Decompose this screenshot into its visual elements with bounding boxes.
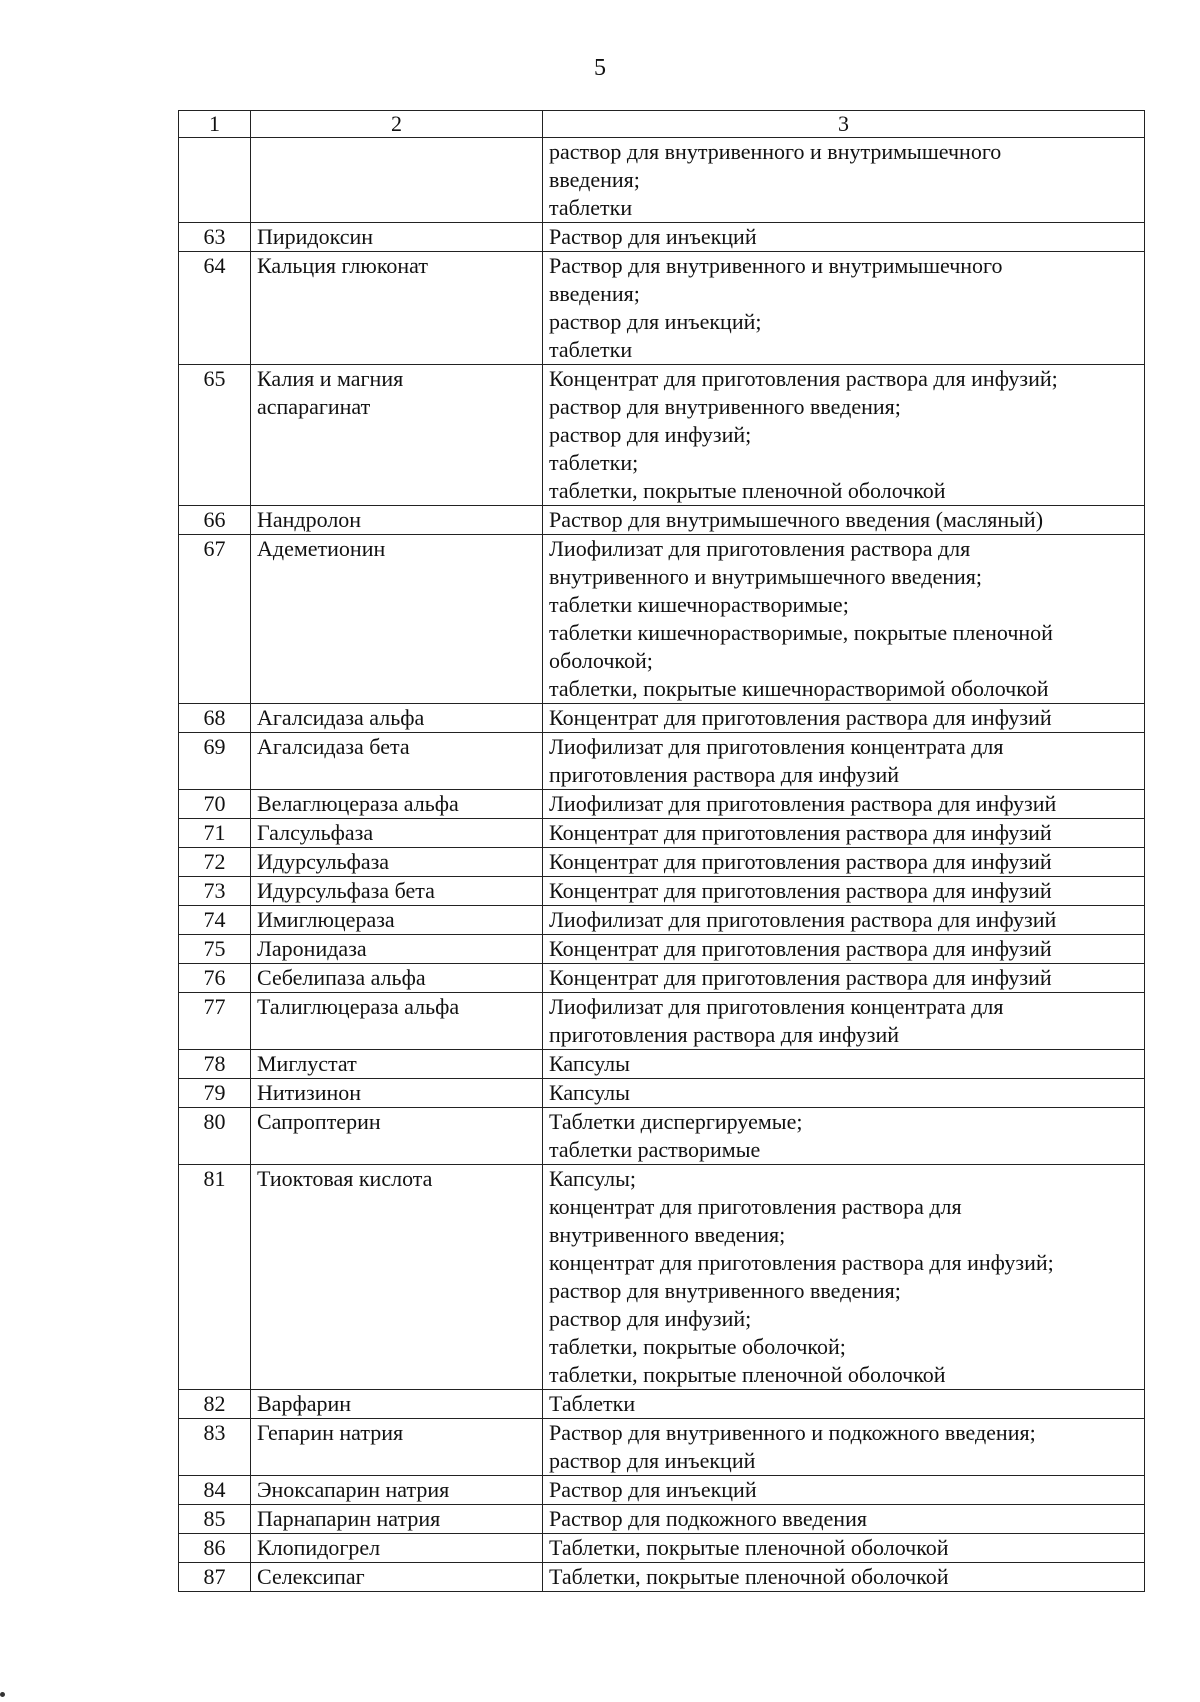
drug-table [178, 110, 1145, 1592]
table-row [179, 1050, 1145, 1079]
drug-name-cell [251, 848, 543, 877]
dosage-form-cell [543, 993, 1145, 1050]
dosage-form-line: раствор для инъекций [549, 1448, 756, 1473]
dosage-form-cell [543, 1534, 1145, 1563]
dosage-form-cell [543, 1476, 1145, 1505]
dosage-form-line: Концентрат для приготовления раствора для инфузий [549, 936, 1052, 961]
table-row [179, 935, 1145, 964]
dosage-form-line: Раствор для внутривенного и внутримышечного [549, 253, 1003, 278]
row-number: 83 [179, 1419, 251, 1476]
dosage-form-line: таблетки; [549, 450, 639, 475]
drug-name-cell [251, 1563, 543, 1592]
row-number: 82 [179, 1390, 251, 1419]
row-number: 66 [179, 506, 251, 535]
row-number: 64 [179, 252, 251, 365]
dosage-form-cell [543, 138, 1145, 223]
row-number: 71 [179, 819, 251, 848]
drug-name-line: Сапроптерин [257, 1109, 381, 1134]
table-row [179, 704, 1145, 733]
drug-name-line: Идурсульфаза бета [257, 878, 435, 903]
table-header-row [179, 111, 1145, 138]
dosage-form-cell [543, 704, 1145, 733]
drug-name-cell [251, 1390, 543, 1419]
drug-name-line: Велаглюцераза альфа [257, 791, 459, 816]
table-row [179, 819, 1145, 848]
drug-name-cell [251, 906, 543, 935]
dosage-form-line: Капсулы; [549, 1166, 637, 1191]
drug-name-cell [251, 819, 543, 848]
dosage-form-line: раствор для внутривенного и внутримышечного [549, 139, 1002, 164]
table-row [179, 877, 1145, 906]
dosage-form-line: Лиофилизат для приготовления раствора для инфузий [549, 791, 1057, 816]
drug-name-cell [251, 877, 543, 906]
drug-name-cell [251, 138, 543, 223]
drug-name-line: Миглустат [257, 1051, 357, 1076]
page-number: 5 [594, 55, 606, 81]
drug-name-line: Нитизинон [257, 1080, 362, 1105]
dosage-form-cell [543, 819, 1145, 848]
drug-name-line: Тиоктовая кислота [257, 1166, 433, 1191]
dosage-form-line: приготовления раствора для инфузий [549, 1022, 899, 1047]
table-row [179, 790, 1145, 819]
dosage-form-line: концентрат для приготовления раствора для инфузий; [549, 1250, 1054, 1275]
table-row [179, 506, 1145, 535]
dosage-form-cell [543, 1390, 1145, 1419]
dosage-form-cell [543, 1419, 1145, 1476]
dosage-form-line: таблетки [549, 195, 633, 220]
dosage-form-line: Концентрат для приготовления раствора для инфузий [549, 849, 1052, 874]
column-header-number: 1 [179, 111, 251, 138]
table-row [179, 1108, 1145, 1165]
dosage-form-line: Лиофилизат для приготовления концентрата для [549, 994, 1004, 1019]
drug-name-line: Эноксапарин натрия [257, 1477, 450, 1502]
drug-name-cell [251, 506, 543, 535]
row-number: 77 [179, 993, 251, 1050]
table-row [179, 993, 1145, 1050]
drug-name-cell [251, 1165, 543, 1390]
dosage-form-line: Раствор для инъекций [549, 1477, 757, 1502]
row-number: 79 [179, 1079, 251, 1108]
dosage-form-cell [543, 906, 1145, 935]
row-number: 72 [179, 848, 251, 877]
drug-name-cell [251, 704, 543, 733]
table-row [179, 223, 1145, 252]
column-header-name: 2 [251, 111, 543, 138]
row-number: 76 [179, 964, 251, 993]
table-row [179, 1419, 1145, 1476]
table-row [179, 1476, 1145, 1505]
dosage-form-line: Таблетки диспергируемые; [549, 1109, 803, 1134]
table-row [179, 906, 1145, 935]
row-number: 65 [179, 365, 251, 506]
table-row [179, 1563, 1145, 1592]
table-row [179, 1534, 1145, 1563]
dosage-form-line: Таблетки, покрытые пленочной оболочкой [549, 1535, 949, 1560]
table-row [179, 733, 1145, 790]
dosage-form-line: концентрат для приготовления раствора для [549, 1194, 962, 1219]
drug-name-cell [251, 1079, 543, 1108]
dosage-form-line: раствор для инфузий; [549, 422, 752, 447]
drug-name-line: Агалсидаза бета [257, 734, 410, 759]
drug-name-cell [251, 733, 543, 790]
drug-name-line: Пиридоксин [257, 224, 374, 249]
dosage-form-line: таблетки, покрытые пленочной оболочкой [549, 1362, 946, 1387]
row-number: 81 [179, 1165, 251, 1390]
drug-name-line: аспарагинат [257, 394, 371, 419]
row-number: 74 [179, 906, 251, 935]
drug-name-cell [251, 790, 543, 819]
row-number: 80 [179, 1108, 251, 1165]
row-number [179, 138, 251, 223]
drug-name-line: Кальция глюконат [257, 253, 428, 278]
drug-name-cell [251, 1505, 543, 1534]
table-body [179, 138, 1145, 1592]
drug-name-cell [251, 1534, 543, 1563]
dosage-form-line: введения; [549, 281, 640, 306]
drug-name-cell [251, 1108, 543, 1165]
drug-name-cell [251, 535, 543, 704]
drug-name-line: Гепарин натрия [257, 1420, 404, 1445]
dosage-form-line: Капсулы [549, 1051, 630, 1076]
dosage-form-line: таблетки растворимые [549, 1137, 761, 1162]
dosage-form-cell [543, 1079, 1145, 1108]
table-row [179, 1165, 1145, 1390]
dosage-form-line: Капсулы [549, 1080, 630, 1105]
drug-name-line: Идурсульфаза [257, 849, 390, 874]
dosage-form-line: внутривенного и внутримышечного введения; [549, 564, 982, 589]
dosage-form-cell [543, 964, 1145, 993]
dosage-form-line: Концентрат для приготовления раствора для инфузий [549, 965, 1052, 990]
row-number: 78 [179, 1050, 251, 1079]
dosage-form-line: Раствор для подкожного введения [549, 1506, 867, 1531]
dosage-form-line: таблетки [549, 337, 633, 362]
dosage-form-line: Раствор для внутривенного и подкожного введения; [549, 1420, 1036, 1445]
table-row [179, 848, 1145, 877]
dosage-form-cell [543, 877, 1145, 906]
dosage-form-cell [543, 1563, 1145, 1592]
dosage-form-line: Лиофилизат для приготовления раствора для [549, 536, 971, 561]
dosage-form-cell [543, 223, 1145, 252]
drug-name-cell [251, 365, 543, 506]
dosage-form-cell [543, 733, 1145, 790]
dosage-form-cell [543, 535, 1145, 704]
dosage-form-line: Концентрат для приготовления раствора для инфузий; [549, 366, 1058, 391]
dosage-form-line: таблетки, покрытые оболочкой; [549, 1334, 846, 1359]
dosage-form-cell [543, 1108, 1145, 1165]
dosage-form-line: раствор для инъекций; [549, 309, 762, 334]
table-row [179, 138, 1145, 223]
table-row [179, 964, 1145, 993]
drug-name-cell [251, 1476, 543, 1505]
dosage-form-line: таблетки, покрытые пленочной оболочкой [549, 478, 946, 503]
drug-name-line: Калия и магния [257, 366, 404, 391]
drug-name-line: Варфарин [257, 1391, 352, 1416]
dosage-form-line: Раствор для инъекций [549, 224, 757, 249]
column-header-form: 3 [543, 111, 1145, 138]
drug-name-cell [251, 1050, 543, 1079]
dosage-form-line: раствор для внутривенного введения; [549, 1278, 901, 1303]
dosage-form-cell [543, 506, 1145, 535]
dosage-form-cell [543, 790, 1145, 819]
dosage-form-cell [543, 848, 1145, 877]
dosage-form-line: Концентрат для приготовления раствора для инфузий [549, 820, 1052, 845]
dosage-form-line: Концентрат для приготовления раствора для инфузий [549, 878, 1052, 903]
dosage-form-line: таблетки, покрытые кишечнорастворимой оболочкой [549, 676, 1049, 701]
row-number: 70 [179, 790, 251, 819]
dosage-form-line: раствор для внутривенного введения; [549, 394, 901, 419]
drug-name-cell [251, 1419, 543, 1476]
table-row [179, 365, 1145, 506]
dosage-form-cell [543, 935, 1145, 964]
drug-name-line: Агалсидаза альфа [257, 705, 425, 730]
drug-name-cell [251, 993, 543, 1050]
dosage-form-line: Концентрат для приготовления раствора для инфузий [549, 705, 1052, 730]
dosage-form-line: Таблетки [549, 1391, 636, 1416]
row-number: 63 [179, 223, 251, 252]
drug-name-line: Талиглюцераза альфа [257, 994, 460, 1019]
drug-name-line: Клопидогрел [257, 1535, 381, 1560]
table-row [179, 252, 1145, 365]
row-number: 86 [179, 1534, 251, 1563]
dosage-form-line: внутривенного введения; [549, 1222, 786, 1247]
dosage-form-line: Таблетки, покрытые пленочной оболочкой [549, 1564, 949, 1589]
dosage-form-line: раствор для инфузий; [549, 1306, 752, 1331]
drug-name-line: Ларонидаза [257, 936, 367, 961]
dosage-form-line: таблетки кишечнорастворимые, покрытые пленочной [549, 620, 1053, 645]
drug-name-cell [251, 964, 543, 993]
dosage-form-line: таблетки кишечнорастворимые; [549, 592, 849, 617]
drug-name-cell [251, 223, 543, 252]
dosage-form-line: Раствор для внутримышечного введения (масляный) [549, 507, 1044, 532]
drug-name-line: Адеметионин [257, 536, 386, 561]
dosage-form-line: приготовления раствора для инфузий [549, 762, 899, 787]
dosage-form-line: оболочкой; [549, 648, 653, 673]
dosage-form-cell [543, 1050, 1145, 1079]
drug-name-cell [251, 252, 543, 365]
dosage-form-cell [543, 252, 1145, 365]
row-number: 85 [179, 1505, 251, 1534]
drug-name-line: Селексипаг [257, 1564, 365, 1589]
drug-name-line: Парнапарин натрия [257, 1506, 441, 1531]
table-row [179, 1505, 1145, 1534]
row-number: 84 [179, 1476, 251, 1505]
dosage-form-line: введения; [549, 167, 640, 192]
row-number: 68 [179, 704, 251, 733]
row-number: 73 [179, 877, 251, 906]
dosage-form-cell [543, 1165, 1145, 1390]
scan-mark [0, 1692, 5, 1697]
row-number: 67 [179, 535, 251, 704]
table-row [179, 1079, 1145, 1108]
table-row [179, 1390, 1145, 1419]
drug-name-line: Галсульфаза [257, 820, 374, 845]
table-row [179, 535, 1145, 704]
drug-name-line: Нандролон [257, 507, 362, 532]
dosage-form-cell [543, 1505, 1145, 1534]
dosage-form-line: Лиофилизат для приготовления раствора для инфузий [549, 907, 1057, 932]
dosage-form-line: Лиофилизат для приготовления концентрата для [549, 734, 1004, 759]
row-number: 87 [179, 1563, 251, 1592]
row-number: 75 [179, 935, 251, 964]
row-number: 69 [179, 733, 251, 790]
dosage-form-cell [543, 365, 1145, 506]
drug-name-line: Имиглюцераза [257, 907, 395, 932]
drug-name-cell [251, 935, 543, 964]
drug-name-line: Себелипаза альфа [257, 965, 426, 990]
